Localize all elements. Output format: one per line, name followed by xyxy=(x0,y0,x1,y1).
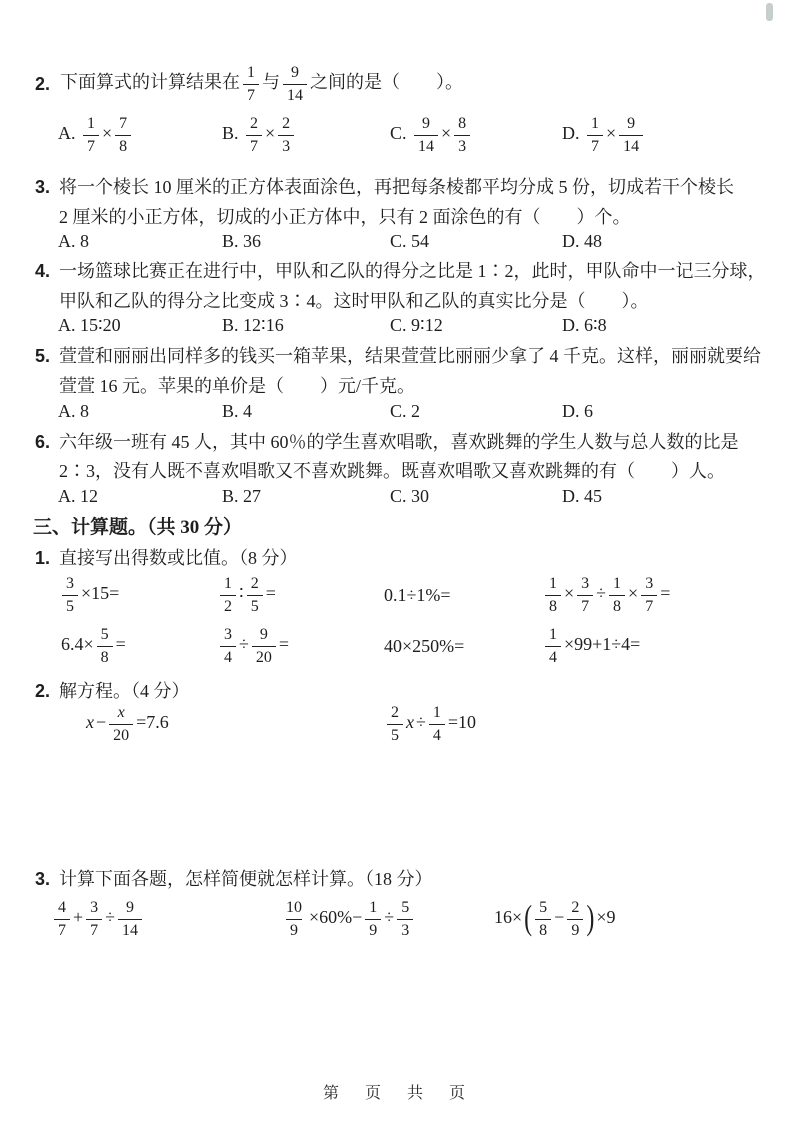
direct-calc-row-2 xyxy=(0,621,783,671)
option-c: C. 2 xyxy=(390,401,421,421)
direct-calc-row-1 xyxy=(0,570,783,620)
question-number: 4. xyxy=(35,261,51,281)
option-a: A. 8 xyxy=(58,401,89,421)
question-6-stem-line1: 六年级一班有 45 人，其中 60％的学生喜欢唱歌，喜欢跳舞的学生人数与总人数的比是 xyxy=(59,432,739,452)
option-b: B. $\frac{2}{7}$ × $\frac{2}{3}$ xyxy=(221,116,389,155)
option-b: B. 27 xyxy=(222,486,262,506)
calc-expression: 6.4× $\frac{5}{8}$ = xyxy=(61,625,126,666)
equation-row xyxy=(0,698,783,750)
calc-expression: $\frac{3}{4}$ ÷ $\frac{9}{20}$ = xyxy=(218,627,383,666)
calc-expression: 40×250%= xyxy=(384,635,465,656)
equation-1: x − $\frac{x}{20}$ =7.6 xyxy=(86,703,169,744)
option-a: A. $\frac{1}{7}$ × $\frac{7}{8}$ xyxy=(57,116,221,155)
item-number: 1. xyxy=(35,548,51,568)
simplify-expression-1: $\frac{4}{7}$ + $\frac{3}{7}$ ÷ $\frac{9}{14}$ xyxy=(52,900,280,939)
option-a: A. 15∶20 xyxy=(58,315,121,335)
question-3-stem-line2: 2 厘米的小正方体，切成的小正方体中，只有 2 面涂色的有（ ）个。 xyxy=(59,207,631,227)
option-b: B. 4 xyxy=(222,401,253,421)
question-5-stem-line1: 萱萱和丽丽出同样多的钱买一箱苹果，结果萱萱比丽丽少拿了 4 千克。这样，丽丽就要给 xyxy=(59,346,761,366)
option-b: B. 36 xyxy=(222,231,262,251)
question-2-stem: 下面算式的计算结果在 $\frac{1}{7}$ 与 $\frac{9}{14}$ 之间的是（ ）。 xyxy=(60,63,463,104)
question-number: 5. xyxy=(35,346,51,366)
option-d: D. 6∶8 xyxy=(562,315,607,335)
option-c: C. 30 xyxy=(390,486,430,506)
question-5-text-line2 xyxy=(0,371,773,401)
option-d: D. 45 xyxy=(562,486,602,506)
question-5-options xyxy=(0,398,783,424)
option-c: C. $\frac{9}{14}$ × $\frac{8}{3}$ xyxy=(389,116,561,155)
item-3-label: 计算下面各题，怎样简便就怎样计算。（18 分） xyxy=(59,869,433,889)
question-2-options xyxy=(0,108,783,162)
question-number: 2. xyxy=(35,74,51,94)
question-6-text xyxy=(0,427,773,457)
option-a: A. 8 xyxy=(58,231,89,251)
option-b: B. 12∶16 xyxy=(222,315,284,335)
question-4-text xyxy=(0,256,773,286)
calc-expression: $\frac{1}{2}$ ∶ $\frac{2}{5}$ = xyxy=(218,576,383,615)
simplify-expr-row xyxy=(0,891,783,947)
question-5-stem-line2: 萱萱 16 元。苹果的单价是（ ）元/千克。 xyxy=(59,376,415,396)
question-6-stem-line2: 2∶3，没有人既不喜欢唱歌又不喜欢跳舞。既喜欢唱歌又喜欢跳舞的有（ ）人。 xyxy=(59,461,725,481)
option-c: C. 54 xyxy=(390,231,430,251)
option-c: C. 9∶12 xyxy=(390,315,443,335)
question-3-text xyxy=(0,172,773,202)
item-number: 3. xyxy=(35,869,51,889)
option-a: A. 12 xyxy=(58,486,98,506)
calc-expression: $\frac{3}{5}$ ×15= xyxy=(60,576,218,615)
calc-item-3-title xyxy=(0,864,773,894)
calc-expression: $\frac{1}{4}$ ×99+1÷4= xyxy=(543,627,783,666)
calc-expression: 0.1÷1%= xyxy=(384,584,451,605)
question-number: 6. xyxy=(35,432,51,452)
question-4-stem-line1: 一场篮球比赛正在进行中，甲队和乙队的得分之比是 1∶2，此时，甲队命中一记三分球， xyxy=(59,261,766,281)
page-footer: 第 页 共 页 xyxy=(322,1085,470,1102)
question-3-stem-line1: 将一个棱长 10 厘米的正方体表面涂色，再把每条棱都平均分成 5 份，切成若干个棱长 xyxy=(59,177,734,197)
item-number: 2. xyxy=(35,681,51,701)
simplify-expression-2: $\frac{10}{9}$ ×60%− $\frac{1}{9}$ ÷ $\frac{5}{3}$ xyxy=(280,900,493,939)
question-5-text xyxy=(0,341,773,371)
question-6-text-line2 xyxy=(0,456,773,486)
option-d: D. $\frac{1}{7}$ × $\frac{9}{14}$ xyxy=(561,116,783,155)
question-2-text xyxy=(0,60,773,108)
question-3-options xyxy=(0,228,783,254)
option-d: D. 6 xyxy=(562,401,593,421)
calc-item-1-title xyxy=(0,543,773,573)
section-3-title: 三、计算题。（共 30 分） xyxy=(33,517,243,538)
question-number: 3. xyxy=(35,177,51,197)
question-4-options xyxy=(0,312,783,338)
question-4-stem-line2: 甲队和乙队的得分之比变成 3∶4。这时甲队和乙队的真实比分是（ ）。 xyxy=(59,291,649,311)
scrollbar-thumb[interactable] xyxy=(766,3,773,21)
simplify-expression-3: 16×( $\frac{5}{8}$ − $\frac{2}{9}$ ) ×9 xyxy=(494,898,616,939)
item-1-label: 直接写出得数或比值。（8 分） xyxy=(59,548,298,568)
question-6-options xyxy=(0,483,783,509)
calc-expression: $\frac{1}{8}$ × $\frac{3}{7}$ ÷ $\frac{1}{8}$ × $\frac{3}{7}$ = xyxy=(543,576,783,615)
equation-2: $\frac{2}{5}$ x ÷ $\frac{1}{4}$ =10 xyxy=(385,705,783,744)
item-2-label: 解方程。（4 分） xyxy=(59,681,190,701)
option-d: D. 48 xyxy=(562,231,602,251)
